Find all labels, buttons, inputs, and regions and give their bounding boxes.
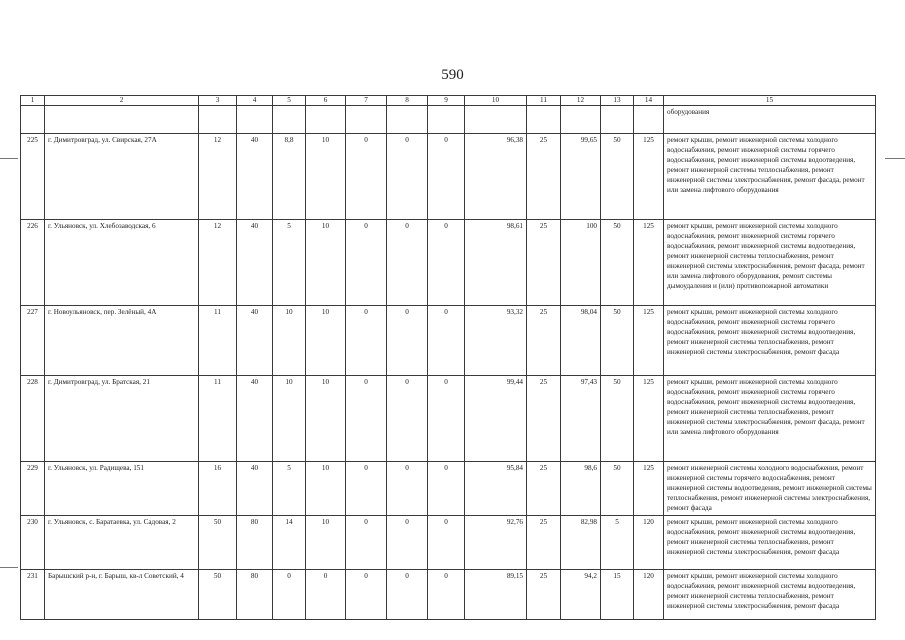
column-number: 6 <box>306 96 346 106</box>
value-col-7: 0 <box>346 462 387 516</box>
value-col-4: 40 <box>237 462 273 516</box>
address-cell: г. Ульяновск, ул. Хлебозаводская, 6 <box>45 220 199 306</box>
column-number: 10 <box>465 96 527 106</box>
column-number-row <box>21 96 876 106</box>
row-number: 228 <box>21 376 45 462</box>
value-col-6: 10 <box>306 462 346 516</box>
value-col-12: 94,2 <box>561 570 601 620</box>
value-col-14: 125 <box>634 376 664 462</box>
value-col-12: 99,65 <box>561 134 601 220</box>
value-col-8: 0 <box>387 570 428 620</box>
address-cell: г. Новоульяновск, пер. Зелёный, 4А <box>45 306 199 376</box>
value-col-6: 10 <box>306 376 346 462</box>
value-col-8: 0 <box>387 516 428 570</box>
row-number: 231 <box>21 570 45 620</box>
value-col-9: 0 <box>428 306 465 376</box>
capital-repair-table <box>20 95 876 620</box>
continuation-row <box>21 106 876 134</box>
column-number: 12 <box>561 96 601 106</box>
value-col-9: 0 <box>428 376 465 462</box>
repair-works-cell: ремонт инженерной системы холодного водоснабжения, ремонт инженерной системы горячего водоснабжения, ремонт инженерной системы водоотведения, ремонт инженерной системы теплоснабжения, ремонт инженерной системы электроснабжения, ремонт фасада <box>664 462 876 516</box>
value-col-7: 0 <box>346 376 387 462</box>
column-number: 3 <box>199 96 237 106</box>
repair-works-cell: ремонт крыши, ремонт инженерной системы холодного водоснабжения, ремонт инженерной системы водоотведения, ремонт инженерной системы теплоснабжения, ремонт инженерной системы электроснабжения, ремонт фасада <box>664 516 876 570</box>
value-col-6: 10 <box>306 516 346 570</box>
value-col-14: 125 <box>634 462 664 516</box>
value-col-4: 80 <box>237 570 273 620</box>
value-col-3: 50 <box>199 516 237 570</box>
value-col-8: 0 <box>387 134 428 220</box>
column-number: 5 <box>273 96 306 106</box>
value-col-5: 10 <box>273 306 306 376</box>
table-row <box>21 134 876 220</box>
value-col-5: 5 <box>273 462 306 516</box>
column-number: 8 <box>387 96 428 106</box>
value-col-4: 80 <box>237 516 273 570</box>
row-number: 230 <box>21 516 45 570</box>
value-col-11: 25 <box>527 516 561 570</box>
value-col-9: 0 <box>428 570 465 620</box>
row-number: 227 <box>21 306 45 376</box>
value-col-11: 25 <box>527 134 561 220</box>
address-cell: г. Ульяновск, с. Баратаевка, ул. Садовая, 2 <box>45 516 199 570</box>
row-number: 226 <box>21 220 45 306</box>
value-col-5: 10 <box>273 376 306 462</box>
value-col-10: 93,32 <box>465 306 527 376</box>
value-col-9: 0 <box>428 220 465 306</box>
value-col-3: 11 <box>199 306 237 376</box>
value-col-7: 0 <box>346 134 387 220</box>
value-col-13: 50 <box>601 376 634 462</box>
value-col-14: 120 <box>634 516 664 570</box>
table-row <box>21 306 876 376</box>
table-row <box>21 516 876 570</box>
value-col-6: 10 <box>306 220 346 306</box>
value-col-11: 25 <box>527 376 561 462</box>
value-col-3: 12 <box>199 134 237 220</box>
value-col-8: 0 <box>387 376 428 462</box>
value-col-7: 0 <box>346 220 387 306</box>
column-number: 13 <box>601 96 634 106</box>
value-col-5: 5 <box>273 220 306 306</box>
address-cell: г. Димитровград, ул. Свирская, 27А <box>45 134 199 220</box>
value-col-7: 0 <box>346 516 387 570</box>
value-col-14: 125 <box>634 306 664 376</box>
scan-edge-mark <box>0 158 18 159</box>
value-col-14: 120 <box>634 570 664 620</box>
value-col-14: 125 <box>634 220 664 306</box>
value-col-5: 14 <box>273 516 306 570</box>
continuation-text: оборудования <box>664 106 876 134</box>
row-number: 225 <box>21 134 45 220</box>
value-col-10: 98,61 <box>465 220 527 306</box>
column-number: 14 <box>634 96 664 106</box>
value-col-11: 25 <box>527 570 561 620</box>
value-col-13: 50 <box>601 306 634 376</box>
value-col-12: 100 <box>561 220 601 306</box>
value-col-8: 0 <box>387 462 428 516</box>
column-number: 2 <box>45 96 199 106</box>
value-col-12: 97,43 <box>561 376 601 462</box>
address-cell: Барышский р-н, г. Барыш, кв-л Советский, 4 <box>45 570 199 620</box>
column-number: 4 <box>237 96 273 106</box>
value-col-11: 25 <box>527 462 561 516</box>
value-col-13: 50 <box>601 134 634 220</box>
value-col-4: 40 <box>237 376 273 462</box>
column-number: 11 <box>527 96 561 106</box>
scan-edge-mark <box>885 158 905 159</box>
value-col-13: 50 <box>601 220 634 306</box>
value-col-3: 16 <box>199 462 237 516</box>
value-col-12: 98,6 <box>561 462 601 516</box>
value-col-12: 98,04 <box>561 306 601 376</box>
value-col-9: 0 <box>428 134 465 220</box>
row-number: 229 <box>21 462 45 516</box>
column-number: 15 <box>664 96 876 106</box>
value-col-13: 15 <box>601 570 634 620</box>
column-number: 9 <box>428 96 465 106</box>
column-number: 1 <box>21 96 45 106</box>
table-row <box>21 570 876 620</box>
value-col-8: 0 <box>387 306 428 376</box>
value-col-10: 95,84 <box>465 462 527 516</box>
value-col-4: 40 <box>237 220 273 306</box>
repair-works-cell: ремонт крыши, ремонт инженерной системы холодного водоснабжения, ремонт инженерной системы горячего водоснабжения, ремонт инженерной системы водоотведения, ремонт инженерной системы теплоснабжения, ремонт инженерной системы электроснабжения, ремонт фасада <box>664 306 876 376</box>
repair-works-cell: ремонт крыши, ремонт инженерной системы холодного водоснабжения, ремонт инженерной системы водоотведения, ремонт инженерной системы теплоснабжения, ремонт инженерной системы электроснабжения, ремонт фасада <box>664 570 876 620</box>
value-col-6: 10 <box>306 306 346 376</box>
value-col-4: 40 <box>237 134 273 220</box>
value-col-11: 25 <box>527 306 561 376</box>
value-col-3: 11 <box>199 376 237 462</box>
value-col-12: 82,98 <box>561 516 601 570</box>
value-col-10: 92,76 <box>465 516 527 570</box>
repair-works-cell: ремонт крыши, ремонт инженерной системы холодного водоснабжения, ремонт инженерной системы горячего водоснабжения, ремонт инженерной системы водоотведения, ремонт инженерной системы теплоснабжения, ремонт инженерной системы электроснабжения, ремонт фасада, ремонт или замена лифтового оборудования, ремонт системы дымоудаления и (или) противопожарной автоматики <box>664 220 876 306</box>
value-col-10: 96,38 <box>465 134 527 220</box>
column-number: 7 <box>346 96 387 106</box>
value-col-10: 99,44 <box>465 376 527 462</box>
value-col-3: 12 <box>199 220 237 306</box>
value-col-3: 50 <box>199 570 237 620</box>
table-row <box>21 220 876 306</box>
table-row <box>21 376 876 462</box>
value-col-5: 0 <box>273 570 306 620</box>
scan-edge-mark <box>0 567 18 568</box>
value-col-14: 125 <box>634 134 664 220</box>
value-col-9: 0 <box>428 516 465 570</box>
page-number: 590 <box>441 67 464 83</box>
address-cell: г. Димитровград, ул. Братская, 21 <box>45 376 199 462</box>
value-col-7: 0 <box>346 570 387 620</box>
value-col-6: 0 <box>306 570 346 620</box>
value-col-7: 0 <box>346 306 387 376</box>
value-col-5: 8,8 <box>273 134 306 220</box>
value-col-10: 89,15 <box>465 570 527 620</box>
value-col-6: 10 <box>306 134 346 220</box>
value-col-13: 5 <box>601 516 634 570</box>
address-cell: г. Ульяновск, ул. Радищева, 151 <box>45 462 199 516</box>
value-col-11: 25 <box>527 220 561 306</box>
repair-works-cell: ремонт крыши, ремонт инженерной системы холодного водоснабжения, ремонт инженерной системы горячего водоснабжения, ремонт инженерной системы водоотведения, ремонт инженерной системы теплоснабжения, ремонт инженерной системы электроснабжения, ремонт фасада, ремонт или замена лифтового оборудования <box>664 376 876 462</box>
value-col-8: 0 <box>387 220 428 306</box>
value-col-13: 50 <box>601 462 634 516</box>
table-row <box>21 462 876 516</box>
value-col-9: 0 <box>428 462 465 516</box>
value-col-4: 40 <box>237 306 273 376</box>
repair-works-cell: ремонт крыши, ремонт инженерной системы холодного водоснабжения, ремонт инженерной системы горячего водоснабжения, ремонт инженерной системы водоотведения, ремонт инженерной системы теплоснабжения, ремонт инженерной системы электроснабжения, ремонт фасада, ремонт или замена лифтового оборудования <box>664 134 876 220</box>
